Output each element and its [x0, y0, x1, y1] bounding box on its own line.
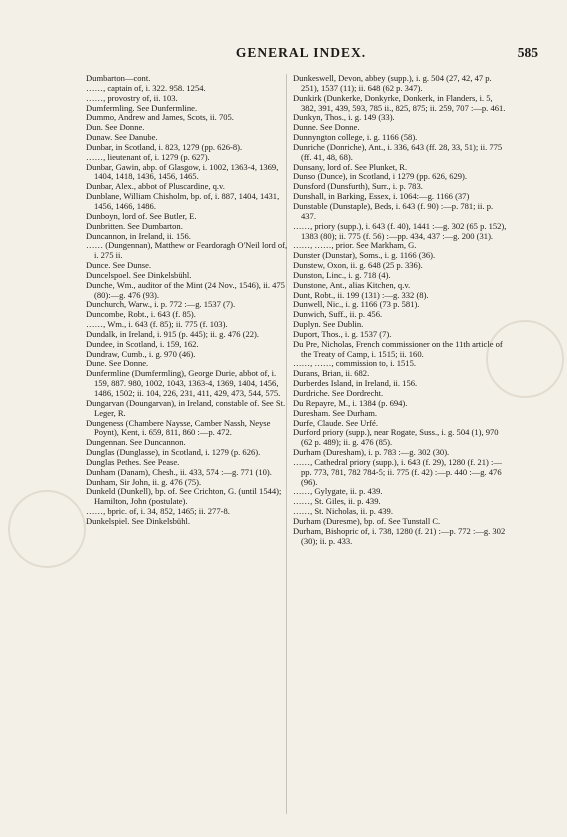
index-entry: Dungennan. See Duncannon.: [86, 437, 186, 448]
index-entry: Durham, Bishopric of, i. 738, 1280 (f. 21) :—p. 772 :—g. 302 (30); ii. p. 433.: [293, 525, 506, 546]
index-entry: ……, St. Giles, ii. p. 439.: [293, 496, 381, 507]
index-entry: Dunce. See Dunse.: [86, 260, 152, 271]
index-entry: Dunwich, Suff., ii. p. 456.: [293, 309, 383, 320]
index-entry: Dunkelspiel. See Dinkelsbühl.: [86, 515, 190, 526]
page-header: [86, 45, 538, 63]
index-entry: Dunster (Dunstar), Soms., i. g. 1166 (36).: [293, 250, 436, 261]
index-entry: Dunsany, lord of. See Plunket, R.: [293, 161, 408, 172]
index-entry: Dune. See Donne.: [86, 358, 149, 369]
index-entry: Dundalk, in Ireland, i. 915 (p. 445); ii. g. 476 (22).: [86, 328, 260, 339]
index-entry: Dunwell, Nic., i. g. 1166 (73 p. 581).: [293, 299, 420, 310]
index-entry: Dundee, in Scotland, i. 159, 162.: [86, 338, 199, 349]
index-entry: Du Pre, Nicholas, French commissioner on the 11th article of the Treaty of Camp, i. 1515; ii. 160.: [293, 338, 503, 359]
index-entry: ……, lieutenant of, i. 1279 (p. 627).: [86, 151, 210, 162]
index-entry: Dunham (Danam), Chesh., ii. 433, 574 :—g. 771 (10).: [86, 466, 272, 477]
index-entry: Durham (Duresham), i. p. 783 :—g. 302 (30).: [293, 447, 450, 458]
index-entry: Dummo, Andrew and James, Scots, ii. 705.: [86, 112, 234, 123]
index-entry: Dunbar, in Scotland, i. 823, 1279 (pp. 626-8).: [86, 141, 243, 152]
index-entry: ……, Cathedral priory (supp.), i. 643 (f. 29), 1280 (f. 21) :—pp. 773, 781, 782 784-5; ii. 775 (f. 42) :—p. 440 :—g. 476 (96).: [293, 456, 502, 487]
index-entry: ……, St. Nicholas, ii. p. 439.: [293, 506, 393, 517]
index-entry: ……, provostry of, ii. 103.: [86, 92, 178, 103]
index-entry: Dunstable (Dunstaple), Beds, i. 643 (f. 90) :—p. 781; ii. p. 437.: [293, 200, 494, 221]
index-entry: Dunchurch, Warw., i. p. 772 :—g. 1537 (7).: [86, 299, 236, 310]
index-entry: Dundraw, Cumb., i. g. 970 (46).: [86, 348, 196, 359]
index-entry: Dunstew, Oxon, ii. g. 648 (25 p. 336).: [293, 260, 423, 271]
index-entry: Dunt, Robt., ii. 199 (131) :—g. 332 (8).: [293, 289, 429, 300]
index-entry: Dunso (Dunce), in Scotland, i 1279 (pp. 626, 629).: [293, 171, 468, 182]
index-entry: Durans, Brian, ii. 682.: [293, 368, 370, 379]
index-entry: Duresham. See Durham.: [293, 407, 378, 418]
index-entry: Dunham, Sir John, ii. g. 476 (75).: [86, 476, 202, 487]
index-entry: Dunsford (Dunsfurth), Surr., i. p. 783.: [293, 181, 423, 192]
index-entry: Dumbarton—cont.: [86, 73, 151, 83]
index-entry: ……, captain of, i. 322. 958. 1254.: [86, 82, 206, 93]
page-number: 585: [517, 45, 538, 60]
running-title: GENERAL INDEX.: [235, 45, 367, 60]
index-entry: Duncelspoel. See Dinkelsbühl.: [86, 269, 192, 280]
index-entry: Dunblane, William Chisholm, bp. of, i. 887, 1404, 1431, 1456, 1466, 1486.: [86, 191, 280, 211]
index-entry: Dunkeld (Dunkell), bp. of. See Crichton, G. (until 1544); Hamilton, John (postulate).: [86, 486, 282, 507]
index-entry: Dunbritten. See Dumbarton.: [86, 220, 183, 231]
index-entry: …… (Dungennan), Matthew or Feardoragh O'Neil lord of, i. 275 ii.: [86, 240, 288, 261]
index-entry: Dunboyn, lord of. See Butler, E.: [86, 210, 197, 221]
index-entry: Dunbar, Gawin, abp. of Glasgow, i. 1002, 1363-4, 1369, 1404, 1418, 1436, 1456, 1465.: [86, 161, 279, 182]
index-entry: ……, priory (supp.), i. 643 (f. 40), 1441 :—g. 302 (65 p. 152), 1383 (80); ii. 775 (f. 56) :—pp. 434, 437 :—g. 200 (31).: [293, 220, 507, 241]
index-entry: Dunriche (Donriche), Ant., i. 336, 643 (ff. 28, 33, 51); ii. 775 (ff. 41, 48, 68).: [293, 141, 503, 162]
index-entry: Dunche, Wm., auditor of the Mint (24 Nov., 1546), ii. 475 (80):—g. 476 (93).: [86, 279, 285, 300]
index-entry: Duport, Thos., i. g. 1537 (7).: [293, 328, 392, 339]
index-entry: Duplyn. See Dublin.: [293, 319, 364, 330]
index-entry: Dunbar, Alex., abbot of Pluscardine, q.v.: [86, 181, 225, 192]
index-entry: Durford priory (supp.), near Rogate, Suss., i. g. 504 (1), 970 (62 p. 489); ii. g. 476 (85).: [293, 427, 499, 448]
index-entry: Dun. See Donne.: [86, 122, 145, 133]
index-entry: Duncannon, in Ireland, ii. 156.: [86, 230, 191, 241]
index-entry: Dunnyngton college, i. g. 1166 (58).: [293, 132, 418, 143]
index-entry: Dungarvan (Doungarvan), in Ireland, constable of. See St. Leger, R.: [86, 397, 286, 418]
index-entry: Dungeness (Chambere Naysse, Camber Nassh, Neyse Poynt), Kent, i. 659, 811, 860 :—p. 472.: [86, 417, 271, 438]
index-entry: ……, Wm., i. 643 (f. 85); ii. 775 (f. 103).: [86, 319, 228, 330]
index-entry: Duncombe, Robt., i. 643 (f. 85).: [86, 309, 196, 320]
index-entry: Dunaw. See Danube.: [86, 132, 158, 143]
index-entry: ……, ……, commission to, i. 1515.: [293, 358, 416, 369]
index-entry: Dunkeswell, Devon, abbey (supp.), i. g. 504 (27, 42, 47 p. 251), 1537 (11); ii. 648 (62 p. 347).: [293, 73, 492, 93]
index-column-right: [293, 74, 509, 547]
index-entry: Dunglas Pethes. See Pease.: [86, 456, 180, 467]
index-entry: Dunstone, Ant., alias Kitchen, q.v.: [293, 279, 411, 290]
library-stamp-left: [8, 490, 86, 568]
index-entry: Du Repayre, M., i. 1384 (p. 694).: [293, 397, 408, 408]
index-entry: Dunkirk (Dunkerke, Donkyrke, Donkerk, in Flanders, i. 5, 382, 391, 439, 593, 785 ii., 825, 875; ii. 259, 707 :—p. 461.: [293, 92, 506, 113]
index-entry: Dunkyn, Thos., i. g. 149 (33).: [293, 112, 395, 123]
index-entry: Durham (Duresme), bp. of. See Tunstall C.: [293, 515, 441, 526]
index-entry: Dunfermline (Dumfermling), George Durie, abbot of, i. 159, 887. 980, 1002, 1043, 1363-4, 1369, 1404, 1456, 1486, 1502; ii. 104, 226, 231, 411, 429, 473, 544, 575.: [86, 368, 281, 398]
index-entry: Durberdes Island, in Ireland, ii. 156.: [293, 378, 418, 389]
index-column-left: [86, 74, 291, 527]
index-entry: Dunne. See Donne.: [293, 122, 360, 133]
index-entry: Durfe, Claude. See Urfé.: [293, 417, 378, 428]
index-entry: Dunston, Linc., i. g. 718 (4).: [293, 269, 391, 280]
index-entry: ……, bpric. of, i. 34, 852, 1465; ii. 277-8.: [86, 506, 230, 517]
index-entry: Dunshall, in Barking, Essex, i. 1064:—g. 1166 (37): [293, 191, 470, 202]
index-entry: Durdriche. See Dordrecht.: [293, 388, 384, 398]
index-entry: ……, Gylygate, ii. p. 439.: [293, 486, 383, 497]
index-entry: ……, ……, prior. See Markham, G.: [293, 240, 417, 251]
index-entry: Dumfermling. See Dunfermline.: [86, 102, 198, 113]
index-entry: Dunglas (Dunglasse), in Scotland, i. 1279 (p. 626).: [86, 447, 261, 458]
